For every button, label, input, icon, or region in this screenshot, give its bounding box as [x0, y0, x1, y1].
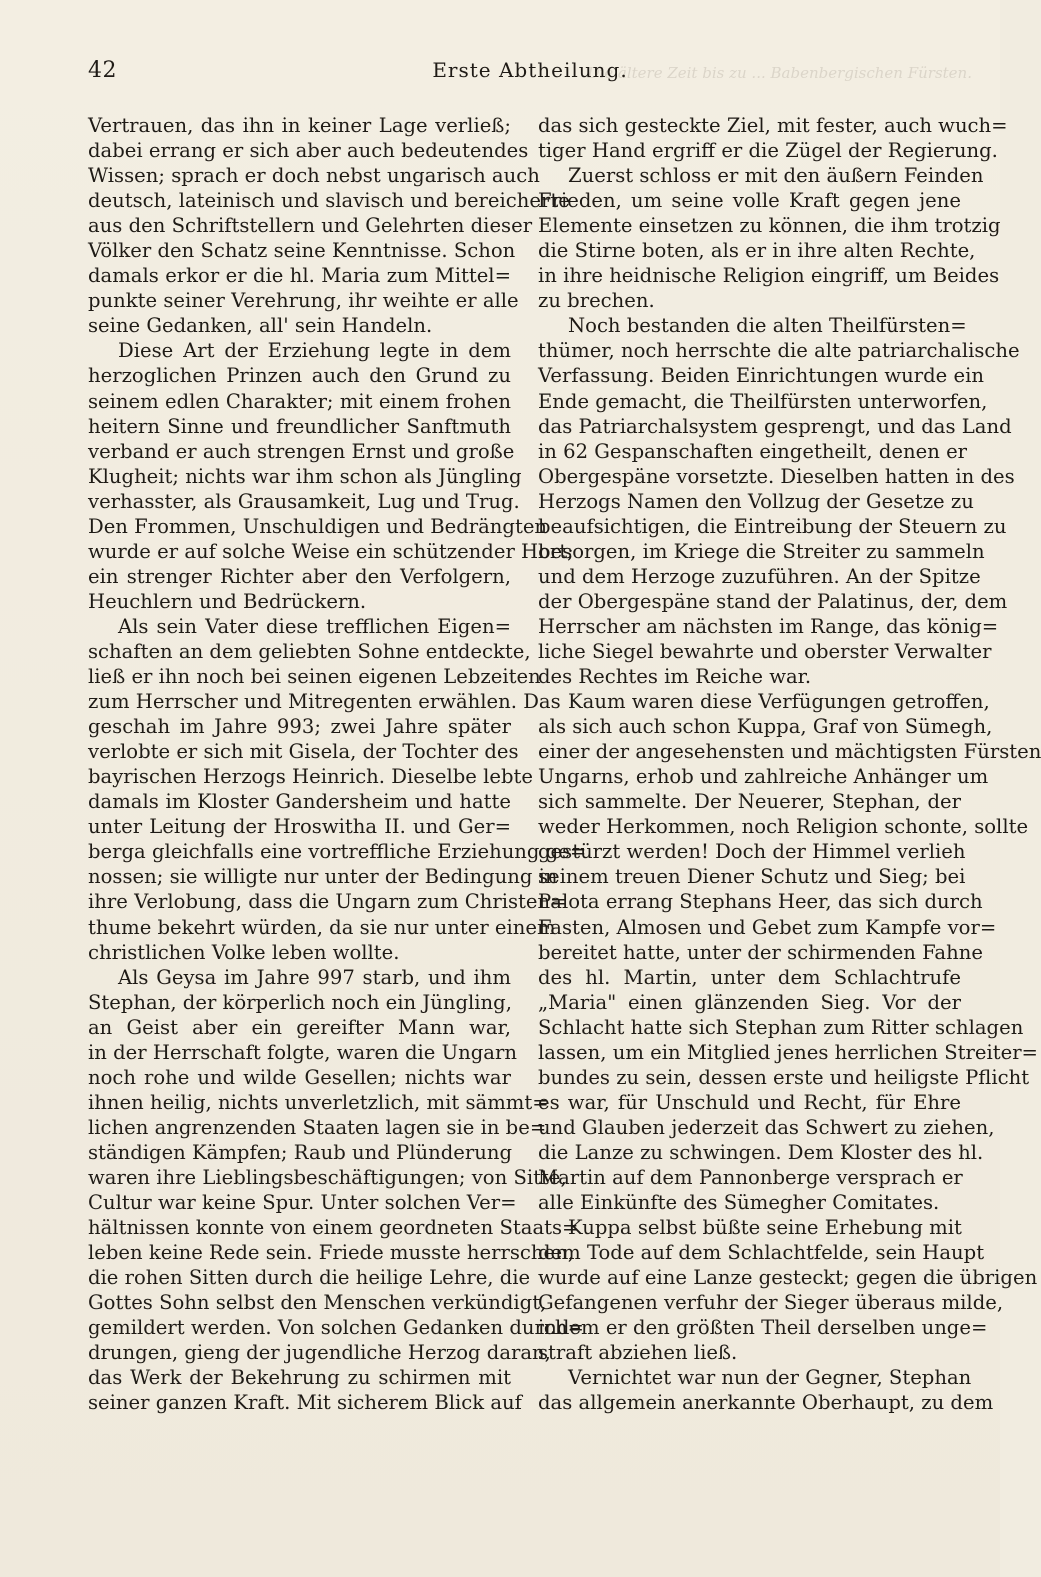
text-line: noch rohe und wilde Gesellen; nichts war [88, 1065, 511, 1089]
text-line: als sich auch schon Kuppa, Graf von Sümegh, [538, 715, 993, 739]
text-line: schaften an dem geliebten Sohne entdeckte, [88, 639, 531, 663]
page-number: 42 [88, 58, 117, 83]
text-line: das allgemein anerkannte Oberhaupt, zu dem [538, 1391, 994, 1415]
text-line: hältnissen konnte von einem geordneten Staats= [88, 1216, 579, 1240]
text-line: „Maria" einen glänzenden Sieg. Vor der [538, 990, 961, 1014]
text-line: Gefangenen verfuhr der Sieger überaus milde, [538, 1291, 1004, 1315]
text-line: der Obergespäne stand der Palatinus, der, dem [538, 589, 1008, 613]
text-line: die Stirne boten, als er in ihre alten Rechte, [538, 239, 976, 263]
text-line: nossen; sie willigte nur unter der Bedingung in [88, 865, 558, 889]
text-column-left [88, 113, 587, 1415]
text-line: leben keine Rede sein. Friede musste herrschen, [88, 1241, 574, 1265]
text-line: herzoglichen Prinzen auch den Grund zu [88, 364, 511, 388]
text-line: damals erkor er die hl. Maria zum Mittel= [88, 264, 511, 288]
text-line: ständigen Kämpfen; Raub und Plünderung [88, 1140, 513, 1164]
text-line: unter Leitung der Hroswitha II. und Ger= [88, 815, 511, 839]
text-line: Noch bestanden die alten Theilfürsten= [568, 314, 967, 338]
text-line: verlobte er sich mit Gisela, der Tochter des [88, 740, 519, 764]
text-line: Schlacht hatte sich Stephan zum Ritter schlagen [538, 1015, 1024, 1039]
text-line: bundes zu sein, dessen erste und heiligste Pflicht [538, 1065, 1030, 1089]
text-line: bayrischen Herzogs Heinrich. Dieselbe lebte [88, 765, 533, 789]
text-line: Den Frommen, Unschuldigen und Bedrängten [88, 514, 548, 538]
text-line: Cultur war keine Spur. Unter solchen Ver= [88, 1191, 517, 1215]
text-line: lassen, um ein Mitglied jenes herrlichen Streiter= [538, 1040, 1038, 1064]
text-line: Elemente einsetzen zu können, die ihm trotzig [538, 214, 1001, 238]
text-line: geschah im Jahre 993; zwei Jahre später [88, 715, 511, 739]
text-line: das sich gesteckte Ziel, mit fester, auch wuch= [538, 114, 1008, 137]
text-line: drungen, gieng der jugendliche Herzog daran, [88, 1341, 551, 1365]
text-line: seiner ganzen Kraft. Mit sicherem Blick auf [88, 1391, 522, 1415]
text-line: Klugheit; nichts war ihm schon als Jüngling [88, 464, 522, 488]
text-line: zum Herrscher und Mitregenten erwählen. Das [88, 690, 561, 714]
text-line: Herrscher am nächsten im Range, das könig= [538, 614, 999, 638]
bleed-through-text: Die ältere Zeit bis zu ... Babenbergischen Fürsten. [587, 64, 972, 82]
text-line: wurde auf eine Lanze gesteckt; gegen die übrigen [538, 1266, 1038, 1290]
text-line: das Werk der Bekehrung zu schirmen mit [88, 1366, 511, 1390]
text-line: seinem treuen Diener Schutz und Sieg; bei [538, 865, 966, 889]
text-line: Verfassung. Beiden Einrichtungen wurde ein [538, 364, 984, 388]
text-line: besorgen, im Kriege die Streiter zu sammeln [538, 539, 985, 563]
text-line: liche Siegel bewahrte und oberster Verwalter [538, 639, 992, 663]
text-line: Völker den Schatz seine Kenntnisse. Schon [88, 239, 516, 263]
text-line: zu brechen. [538, 289, 655, 313]
text-line: gemildert werden. Von solchen Gedanken durch= [88, 1316, 584, 1340]
text-line: in ihre heidnische Religion eingriff, um Beides [538, 264, 1000, 288]
text-line: Ende gemacht, die Theilfürsten unterworfen, [538, 389, 988, 413]
text-line: Vernichtet war nun der Gegner, Stephan [568, 1366, 972, 1390]
text-line: beaufsichtigen, die Eintreibung der Steuern zu [538, 514, 1007, 538]
text-line: Obergespäne vorsetzte. Dieselben hatten in des [538, 464, 1015, 488]
text-line: Heuchlern und Bedrückern. [88, 589, 367, 613]
text-line: weder Herkommen, noch Religion schonte, sollte [538, 815, 1029, 839]
text-column-right [538, 113, 1041, 1415]
text-line: verband er auch strengen Ernst und große [88, 439, 515, 463]
text-line: Diese Art der Erziehung legte in dem [118, 339, 511, 363]
text-line: und Glauben jederzeit das Schwert zu ziehen, [538, 1115, 995, 1139]
text-line: bereitet hatte, unter der schirmenden Fahne [538, 940, 983, 964]
text-line: in 62 Gespanschaften eingetheilt, denen er [538, 439, 968, 463]
text-line: Als sein Vater diese trefflichen Eigen= [118, 614, 511, 638]
text-line: berga gleichfalls eine vortreffliche Erziehung ge= [88, 840, 587, 864]
text-line: das Patriarchalsystem gesprengt, und das Land [538, 414, 1012, 438]
running-title: Erste Abtheilung. [432, 58, 628, 82]
text-line: heitern Sinne und freundlicher Sanftmuth [88, 414, 511, 438]
text-line: Palota errang Stephans Heer, das sich durch [538, 890, 983, 914]
text-line: die rohen Sitten durch die heilige Lehre, die [88, 1266, 531, 1290]
text-line: des hl. Martin, unter dem Schlachtrufe [538, 965, 961, 989]
text-line: alle Einkünfte des Sümegher Comitates. [538, 1191, 940, 1215]
text-line: christlichen Volke leben wollte. [88, 940, 400, 964]
text-line: verhasster, als Grausamkeit, Lug und Trug. [88, 489, 520, 513]
text-line: Gottes Sohn selbst den Menschen verkündigt, [88, 1291, 547, 1315]
page-header [88, 58, 972, 88]
text-line: dabei errang er sich aber auch bedeutendes [88, 139, 529, 163]
text-line: an Geist aber ein gereifter Mann war, [88, 1015, 511, 1039]
text-line: und dem Herzoge zuzuführen. An der Spitze [538, 564, 981, 588]
text-line: punkte seiner Verehrung, ihr weihte er alle [88, 289, 519, 313]
text-line: ließ er ihn noch bei seinen eigenen Lebzeiten [88, 665, 541, 689]
text-line: dem Tode auf dem Schlachtfelde, sein Haupt [538, 1241, 985, 1265]
text-line: Fasten, Almosen und Gebet zum Kampfe vor= [538, 915, 997, 939]
text-line: straft abziehen ließ. [538, 1341, 738, 1365]
text-line: Herzogs Namen den Vollzug der Gesetze zu [538, 489, 974, 513]
text-line: Kaum waren diese Verfügungen getroffen, [568, 690, 990, 714]
text-line: Stephan, der körperlich noch ein Jüngling, [88, 990, 512, 1014]
text-line: Frieden, um seine volle Kraft gegen jene [538, 189, 961, 213]
text-line: Martin auf dem Pannonberge versprach er [538, 1165, 963, 1189]
text-line: in der Herrschaft folgte, waren die Ungarn [88, 1040, 517, 1064]
text-line: sich sammelte. Der Neuerer, Stephan, der [538, 790, 961, 814]
text-line: Ungarns, erhob und zahlreiche Anhänger um [538, 765, 989, 789]
text-line: thume bekehrt würden, da sie nur unter einem [88, 915, 556, 939]
text-line: des Rechtes im Reiche war. [538, 665, 812, 689]
text-line: Als Geysa im Jahre 997 starb, und ihm [118, 965, 511, 989]
text-line: gestürzt werden! Doch der Himmel verlieh [538, 840, 966, 864]
text-line: Vertrauen, das ihn in keiner Lage verließ; [88, 114, 511, 137]
text-line: wurde er auf solche Weise ein schützender Hort; [88, 539, 574, 563]
text-line: thümer, noch herrschte die alte patriarchalische [538, 339, 1020, 363]
text-line: ein strenger Richter aber den Verfolgern, [88, 564, 511, 588]
text-line: indem er den größten Theil derselben unge= [538, 1316, 988, 1340]
text-line: Kuppa selbst büßte seine Erhebung mit [568, 1216, 962, 1240]
text-line: Zuerst schloss er mit den äußern Feinden [568, 164, 984, 188]
text-line: aus den Schriftstellern und Gelehrten dieser [88, 214, 533, 238]
text-line: die Lanze zu schwingen. Dem Kloster des hl. [538, 1140, 984, 1164]
text-line: seinem edlen Charakter; mit einem frohen [88, 389, 511, 413]
text-line: es war, für Unschuld und Recht, für Ehre [538, 1090, 961, 1114]
text-line: tiger Hand ergriff er die Zügel der Regierung. [538, 139, 998, 163]
text-line: deutsch, lateinisch und slavisch und bereicherte [88, 189, 570, 213]
text-line: damals im Kloster Gandersheim und hatte [88, 790, 511, 814]
text-line: waren ihre Lieblingsbeschäftigungen; von Sitte, [88, 1165, 567, 1189]
text-line: ihre Verlobung, dass die Ungarn zum Christen= [88, 890, 567, 914]
text-line: einer der angesehensten und mächtigsten Fürsten [538, 740, 1041, 764]
text-line: Wissen; sprach er doch nebst ungarisch auch [88, 164, 540, 188]
text-line: lichen angrenzenden Staaten lagen sie in be= [88, 1115, 547, 1139]
text-line: ihnen heilig, nichts unverletzlich, mit sämmt= [88, 1090, 549, 1114]
text-line: seine Gedanken, all' sein Handeln. [88, 314, 433, 338]
